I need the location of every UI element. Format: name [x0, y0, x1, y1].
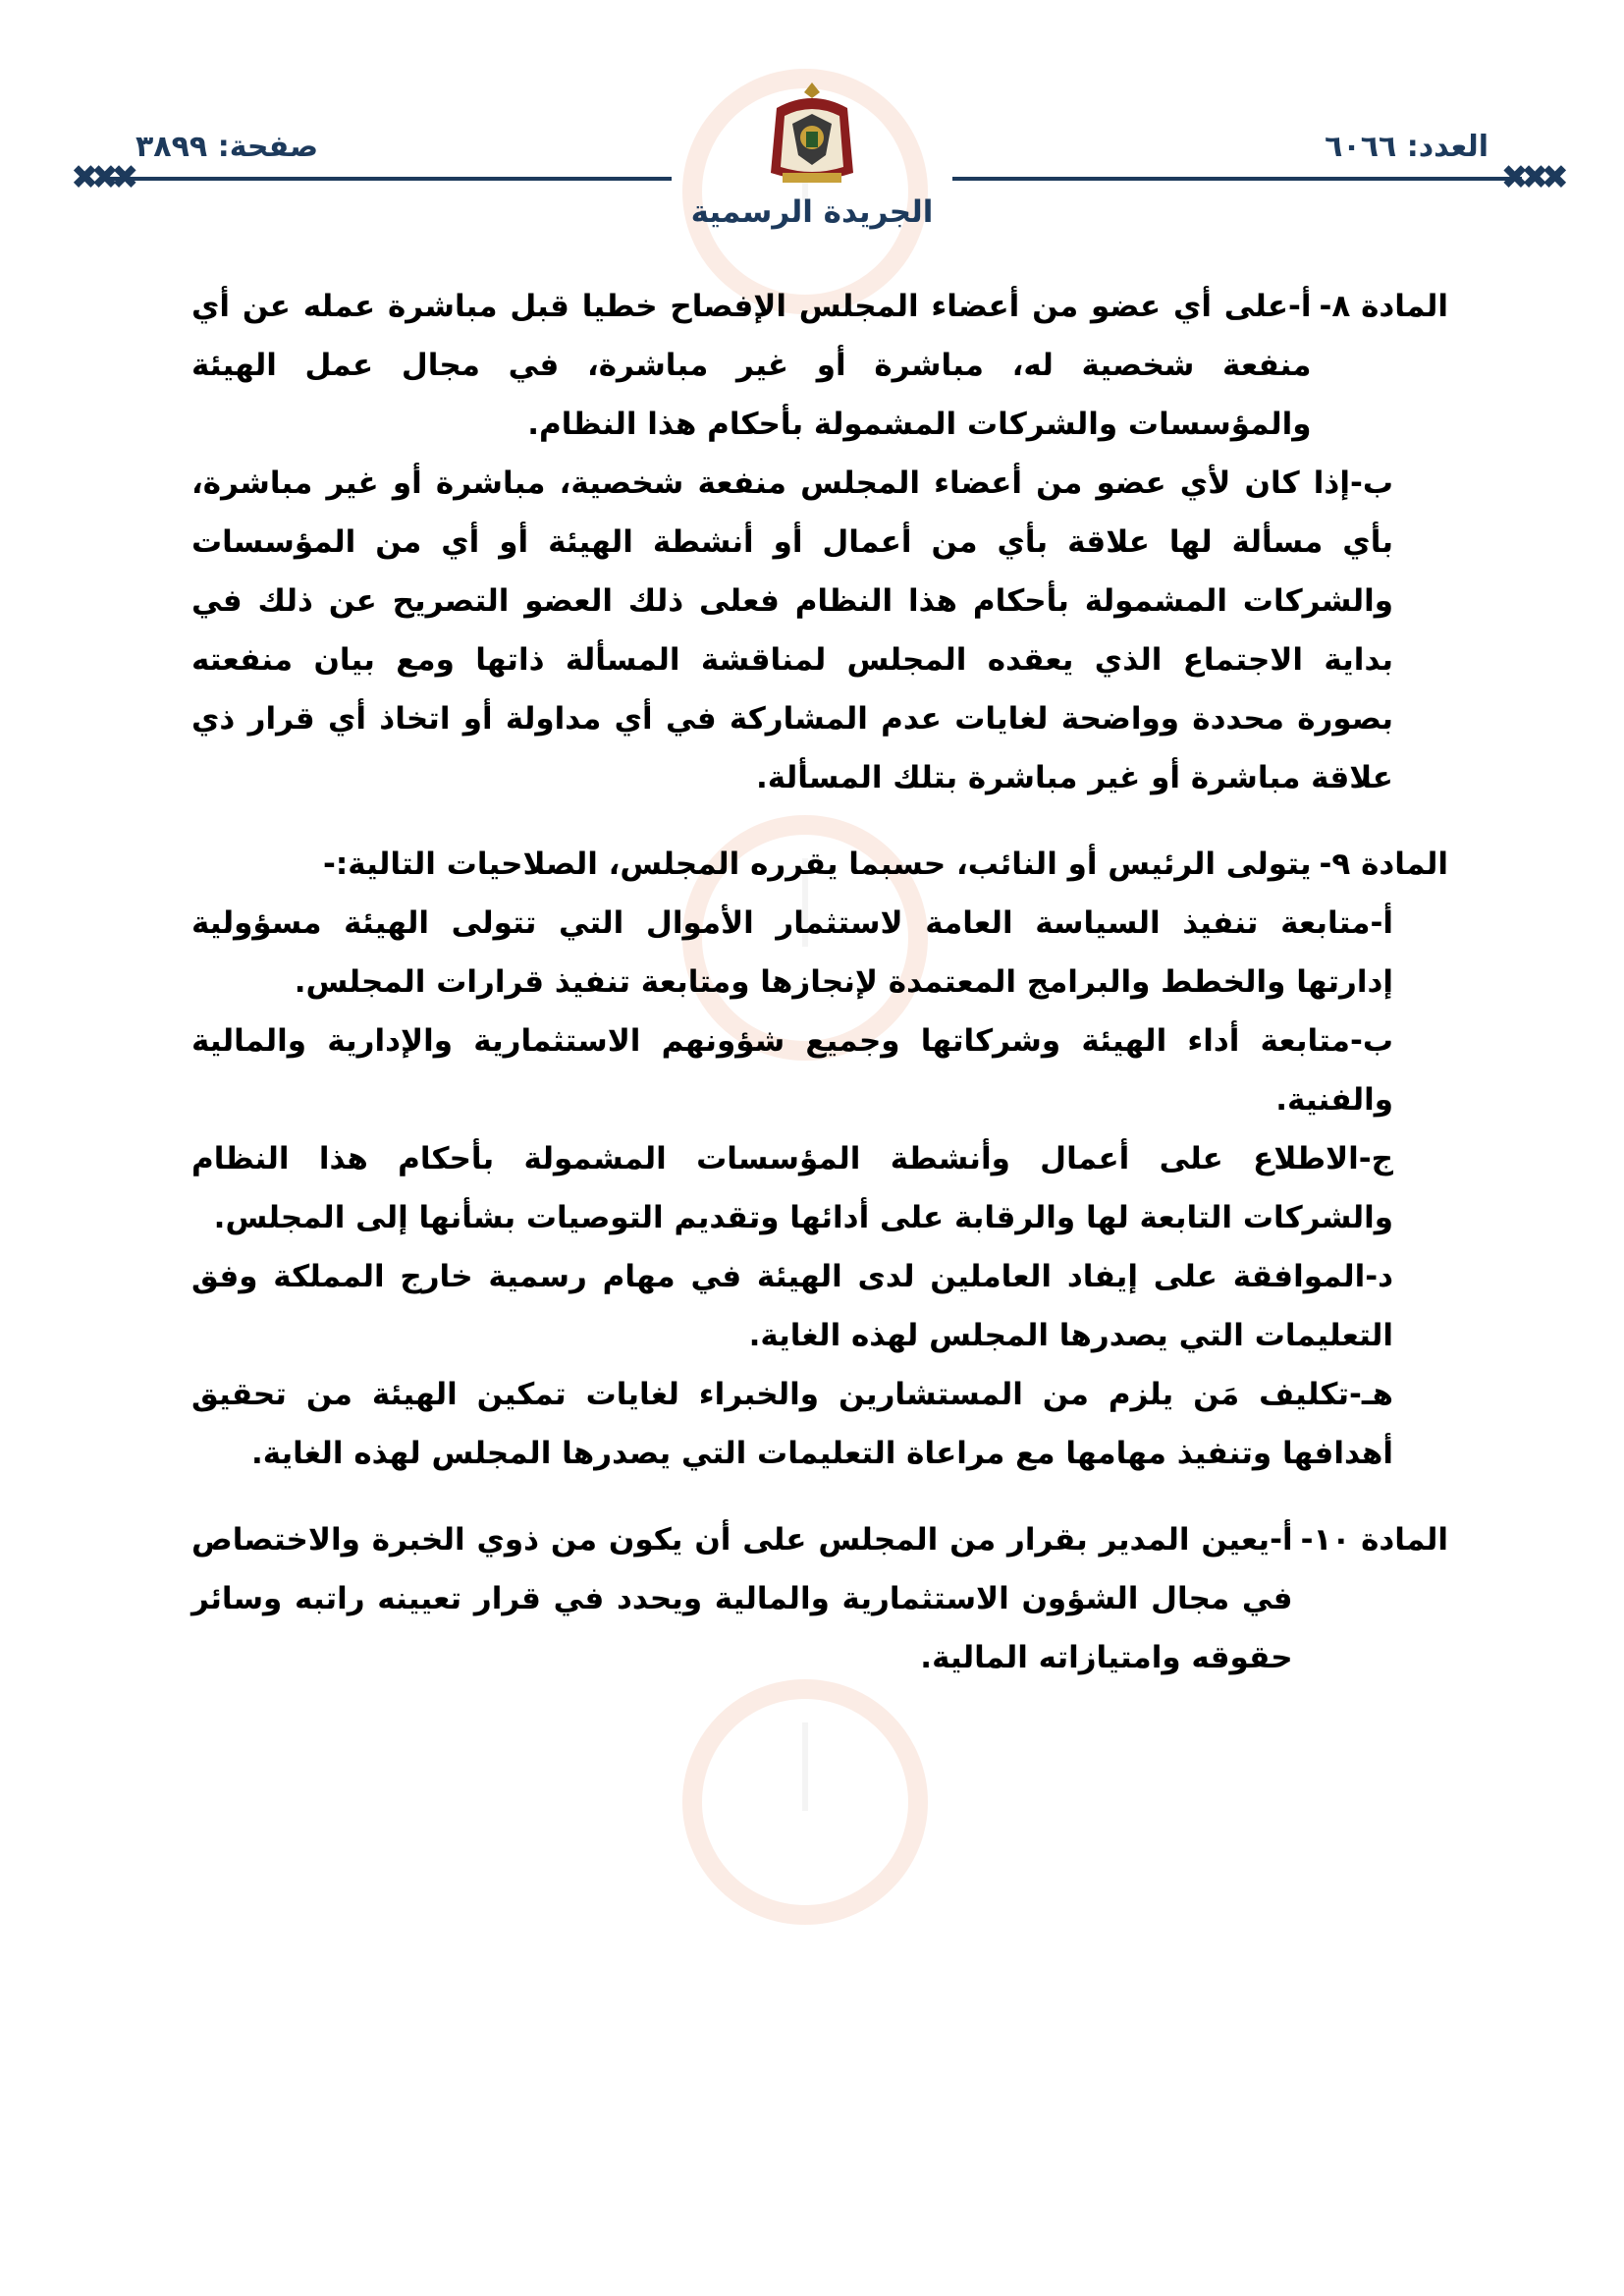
article-9 [191, 835, 1448, 894]
article-item: أ-متابعة تنفيذ السياسة العامة لاستثمار الأموال التي تتولى الهيئة مسؤولية إدارتها والخطط والبرامج المعتمدة لإنجازها ومتابعة تنفيذ قرارات المجلس. [191, 905, 1393, 1000]
coat-of-arms-icon [763, 79, 861, 189]
knot-ornament-icon: ✖✖✖ [1500, 158, 1561, 197]
article-lead: يتولى الرئيس أو النائب، حسبما يقرره المجلس، الصلاحيات التالية:- [323, 847, 1312, 882]
article-item: ب-إذا كان لأي عضو من أعضاء المجلس منفعة شخصية، مباشرة أو غير مباشرة، بأي مسألة لها علاقة بأي من أعمال أو أنشطة الهيئة أو أي من المؤسسات والشركات المشمولة بأحكام هذا النظام فعلى ذلك العضو التصريح عن ذلك في بداية الاجتماع الذي يعقده المجلس لمناقشة المسألة ذاتها ومع بيان منفعته بصورة محددة وواضحة لغايات عدم المشاركة في أي مداولة أو اتخاذ أي قرار ذي علاقة مباشرة أو غير مباشرة بتلك المسألة. [191, 465, 1393, 795]
article-item: ب-متابعة أداء الهيئة وشركاتها وجميع شؤونهم الاستثمارية والإدارية والمالية والفنية. [191, 1023, 1393, 1118]
article-number: المادة ٨- [1319, 289, 1448, 324]
article-number: المادة ١٠- [1300, 1522, 1448, 1558]
knot-ornament-icon: ✖✖✖ [71, 158, 132, 197]
article-item: ج-الاطلاع على أعمال وأنشطة المؤسسات المشمولة بأحكام هذا النظام والشركات التابعة لها والرقابة على أدائها وتقديم التوصيات بشأنها إلى المجلس. [191, 1141, 1393, 1235]
article-number: المادة ٩- [1319, 847, 1448, 882]
article-item: أ-يعين المدير بقرار من المجلس على أن يكون من ذوي الخبرة والاختصاص في مجال الشؤون الاستثمارية والمالية ويحدد في قرار تعيينه راتبه وسائر حقوقه وامتيازاته المالية. [191, 1522, 1293, 1675]
article-10 [191, 1510, 1448, 1687]
article-item: د-الموافقة على إيفاد العاملين لدى الهيئة في مهام رسمية خارج المملكة وفق التعليمات التي يصدرها المجلس لهذه الغاية. [191, 1259, 1393, 1353]
document-body [191, 277, 1448, 1687]
article-8 [191, 277, 1448, 454]
issue-number: العدد: ٦٠٦٦ [1325, 130, 1489, 164]
article-item: أ-على أي عضو من أعضاء المجلس الإفصاح خطيا قبل مباشرة عمله عن أي منفعة شخصية له، مباشرة أو غير مباشرة، في مجال عمل الهيئة والمؤسسات والشركات المشمولة بأحكام هذا النظام. [191, 289, 1312, 442]
article-item: هـ-تكليف مَن يلزم من المستشارين والخبراء لغايات تمكين الهيئة من تحقيق أهدافها وتنفيذ مهامها مع مراعاة التعليمات التي يصدرها المجلس لهذه الغاية. [191, 1377, 1393, 1471]
watermark-clock-icon [682, 1679, 928, 1925]
gazette-title: الجريدة الرسمية [690, 194, 934, 230]
header-rule [102, 177, 672, 181]
watermark [461, 1679, 1149, 1925]
page-number: صفحة: ٣٨٩٩ [135, 130, 319, 164]
header-rule [952, 177, 1522, 181]
